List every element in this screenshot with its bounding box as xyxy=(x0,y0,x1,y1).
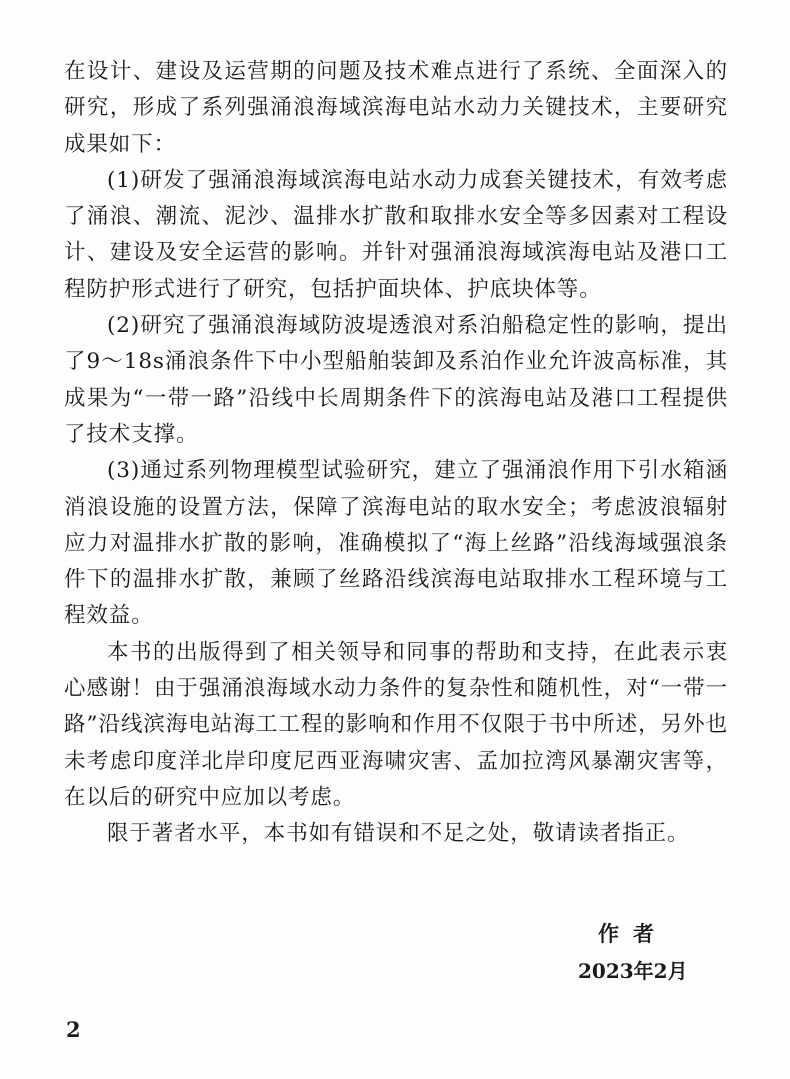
signature-date: 2023年2月 xyxy=(578,959,688,983)
paragraph-result-1: (1)研发了强涌浪海域滨海电站水动力成套关键技术，有效考虑了涌浪、潮流、泥沙、温排水扩散和取排水安全等多因素对工程设计、建设及安全运营的影响。并针对强涌浪海域滨海电站及港口工程防护形式进行了研究，包括护面块体、护底块体等。 xyxy=(64,167,728,302)
preface-body xyxy=(64,54,728,853)
paragraph-result-2: (2)研究了强涌浪海域防波堤透浪对系泊船稳定性的影响，提出了9～18s涌浪条件下中小型船舶装卸及系泊作业允许波高标准，其成果为“一带一路”沿线中长周期条件下的滨海电站及港口工程提供了技术支撑。 xyxy=(64,313,728,447)
page-number: 2 xyxy=(66,1017,81,1042)
paragraph-intro-continuation: 在设计、建设及运营期的问题及技术难点进行了系统、全面深入的研究，形成了系列强涌浪海域滨海电站水动力关键技术，主要研究成果如下： xyxy=(64,59,728,157)
paragraph-acknowledgement: 本书的出版得到了相关领导和同事的帮助和支持，在此表示衷心感谢！由于强涌浪海域水动力条件的复杂性和随机性，对“一带一路”沿线滨海电站海工工程的影响和作用不仅限于书中所述，另外也未考虑印度洋北岸印度尼西亚海啸灾害、孟加拉湾风暴潮灾害等，在以后的研究中应加以考虑。 xyxy=(64,639,728,810)
paragraph-result-3: (3)通过系列物理模型试验研究，建立了强涌浪作用下引水箱涵消浪设施的设置方法，保障了滨海电站的取水安全；考虑波浪辐射应力对温排水扩散的影响，准确模拟了“海上丝路”沿线海域强浪条件下的温排水扩散，兼顾了丝路沿线滨海电站取排水工程环境与工程效益。 xyxy=(64,458,728,629)
signature-author: 作者 xyxy=(598,921,668,946)
paragraph-closing: 限于著者水平，本书如有错误和不足之处，敬请读者指正。 xyxy=(107,821,690,847)
